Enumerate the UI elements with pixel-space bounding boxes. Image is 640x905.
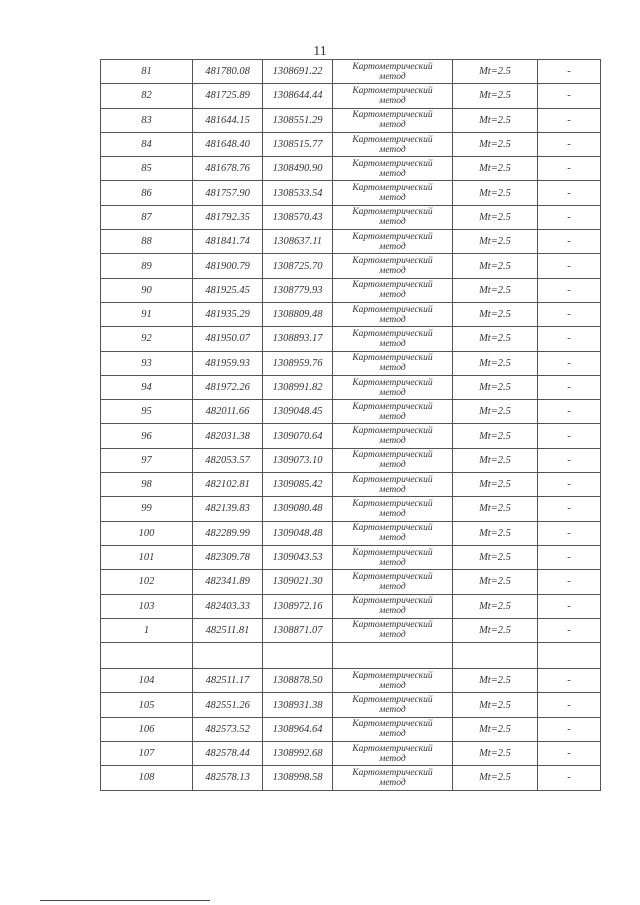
note-cell: - <box>538 375 601 399</box>
method-word: метод <box>379 217 406 228</box>
method-name: Картометрический <box>352 231 433 242</box>
method-cell <box>333 570 453 594</box>
accuracy-cell: Mt=2.5 <box>453 327 538 351</box>
method-word: метод <box>379 363 406 374</box>
note-cell: - <box>538 132 601 156</box>
note-cell: - <box>538 302 601 326</box>
method-name: Картометрический <box>352 304 433 315</box>
y-coordinate-cell: 1308809.48 <box>263 302 333 326</box>
accuracy-cell: Mt=2.5 <box>453 618 538 642</box>
x-coordinate-cell: 482511.17 <box>193 669 263 693</box>
method-cell <box>333 497 453 521</box>
note-cell: - <box>538 497 601 521</box>
y-coordinate-cell: 1309043.53 <box>263 545 333 569</box>
method-cell <box>333 230 453 254</box>
y-coordinate-cell: 1308533.54 <box>263 181 333 205</box>
table-row <box>101 302 601 326</box>
point-number-cell: 83 <box>101 108 193 132</box>
method-word: метод <box>379 95 406 106</box>
x-coordinate-cell: 481725.89 <box>193 84 263 108</box>
table-row <box>101 230 601 254</box>
note-cell: - <box>538 278 601 302</box>
note-cell <box>538 643 601 669</box>
accuracy-cell: Mt=2.5 <box>453 302 538 326</box>
method-cell <box>333 302 453 326</box>
point-number-cell: 94 <box>101 375 193 399</box>
method-cell <box>333 448 453 472</box>
method-word: метод <box>379 193 406 204</box>
point-number-cell: 102 <box>101 570 193 594</box>
method-cell <box>333 60 453 84</box>
table-row <box>101 717 601 741</box>
x-coordinate-cell: 482309.78 <box>193 545 263 569</box>
table-row <box>101 157 601 181</box>
y-coordinate-cell: 1309021.30 <box>263 570 333 594</box>
accuracy-cell: Mt=2.5 <box>453 594 538 618</box>
accuracy-cell: Mt=2.5 <box>453 351 538 375</box>
note-cell: - <box>538 570 601 594</box>
note-cell: - <box>538 618 601 642</box>
y-coordinate-cell: 1308779.93 <box>263 278 333 302</box>
accuracy-cell: Mt=2.5 <box>453 717 538 741</box>
method-name: Картометрический <box>352 450 433 461</box>
method-name: Картометрический <box>352 523 433 534</box>
note-cell: - <box>538 473 601 497</box>
x-coordinate-cell: 482053.57 <box>193 448 263 472</box>
table-row <box>101 132 601 156</box>
point-number-cell: 98 <box>101 473 193 497</box>
table-row <box>101 618 601 642</box>
point-number-cell: 101 <box>101 545 193 569</box>
x-coordinate-cell: 482031.38 <box>193 424 263 448</box>
point-number-cell: 87 <box>101 205 193 229</box>
point-number-cell: 93 <box>101 351 193 375</box>
table-row <box>101 497 601 521</box>
y-coordinate-cell: 1308931.38 <box>263 693 333 717</box>
method-cell <box>333 278 453 302</box>
method-cell <box>333 521 453 545</box>
point-number-cell: 100 <box>101 521 193 545</box>
method-cell <box>333 693 453 717</box>
method-word: метод <box>379 777 406 788</box>
y-coordinate-cell: 1309048.48 <box>263 521 333 545</box>
point-number-cell: 103 <box>101 594 193 618</box>
accuracy-cell: Mt=2.5 <box>453 693 538 717</box>
method-name: Картометрический <box>352 207 433 218</box>
method-name: Картометрический <box>352 474 433 485</box>
accuracy-cell: Mt=2.5 <box>453 400 538 424</box>
table-row <box>101 424 601 448</box>
note-cell: - <box>538 669 601 693</box>
note-cell: - <box>538 230 601 254</box>
method-word: метод <box>379 120 406 131</box>
note-cell: - <box>538 448 601 472</box>
accuracy-cell: Mt=2.5 <box>453 766 538 790</box>
y-coordinate-cell: 1308992.68 <box>263 742 333 766</box>
note-cell: - <box>538 60 601 84</box>
point-number-cell: 105 <box>101 693 193 717</box>
accuracy-cell: Mt=2.5 <box>453 497 538 521</box>
method-cell <box>333 717 453 741</box>
point-number-cell: 97 <box>101 448 193 472</box>
accuracy-cell: Mt=2.5 <box>453 205 538 229</box>
method-cell <box>333 669 453 693</box>
accuracy-cell: Mt=2.5 <box>453 181 538 205</box>
point-number-cell <box>101 643 193 669</box>
point-number-cell: 82 <box>101 84 193 108</box>
accuracy-cell: Mt=2.5 <box>453 108 538 132</box>
note-cell: - <box>538 693 601 717</box>
note-cell: - <box>538 424 601 448</box>
point-number-cell: 99 <box>101 497 193 521</box>
x-coordinate-cell: 481900.79 <box>193 254 263 278</box>
y-coordinate-cell: 1308871.07 <box>263 618 333 642</box>
x-coordinate-cell: 481678.76 <box>193 157 263 181</box>
y-coordinate-cell: 1309070.64 <box>263 424 333 448</box>
x-coordinate-cell: 482139.83 <box>193 497 263 521</box>
method-name: Картометрический <box>352 426 433 437</box>
table-row <box>101 84 601 108</box>
y-coordinate-cell: 1308959.76 <box>263 351 333 375</box>
table-row <box>101 521 601 545</box>
y-coordinate-cell: 1308637.11 <box>263 230 333 254</box>
point-number-cell: 86 <box>101 181 193 205</box>
accuracy-cell: Mt=2.5 <box>453 669 538 693</box>
accuracy-cell: Mt=2.5 <box>453 742 538 766</box>
method-name: Картометрический <box>352 328 433 339</box>
table-row <box>101 693 601 717</box>
x-coordinate-cell: 482289.99 <box>193 521 263 545</box>
method-word: метод <box>379 533 406 544</box>
note-cell: - <box>538 351 601 375</box>
method-name: Картометрический <box>352 134 433 145</box>
accuracy-cell: Mt=2.5 <box>453 157 538 181</box>
point-number-cell: 81 <box>101 60 193 84</box>
method-cell <box>333 594 453 618</box>
table-row <box>101 766 601 790</box>
point-number-cell: 85 <box>101 157 193 181</box>
method-name: Картометрический <box>352 110 433 121</box>
method-cell <box>333 132 453 156</box>
method-name: Картометрический <box>352 183 433 194</box>
accuracy-cell: Mt=2.5 <box>453 424 538 448</box>
method-word: метод <box>379 241 406 252</box>
y-coordinate-cell: 1308964.64 <box>263 717 333 741</box>
method-cell <box>333 424 453 448</box>
table-body <box>101 60 601 791</box>
note-cell: - <box>538 84 601 108</box>
method-name: Картометрический <box>352 158 433 169</box>
accuracy-cell: Mt=2.5 <box>453 278 538 302</box>
method-word: метод <box>379 460 406 471</box>
method-word: метод <box>379 606 406 617</box>
note-cell: - <box>538 181 601 205</box>
method-word: метод <box>379 387 406 398</box>
method-cell <box>333 766 453 790</box>
method-cell <box>333 375 453 399</box>
y-coordinate-cell: 1308490.90 <box>263 157 333 181</box>
method-cell <box>333 108 453 132</box>
x-coordinate-cell: 482578.44 <box>193 742 263 766</box>
method-name: Картометрический <box>352 256 433 267</box>
method-word: метод <box>379 753 406 764</box>
accuracy-cell: Mt=2.5 <box>453 473 538 497</box>
x-coordinate-cell <box>193 643 263 669</box>
x-coordinate-cell: 482011.66 <box>193 400 263 424</box>
point-number-cell: 96 <box>101 424 193 448</box>
method-name: Картометрический <box>352 61 433 72</box>
table-row <box>101 742 601 766</box>
point-number-cell: 92 <box>101 327 193 351</box>
y-coordinate-cell: 1309073.10 <box>263 448 333 472</box>
y-coordinate-cell: 1308998.58 <box>263 766 333 790</box>
method-word: метод <box>379 290 406 301</box>
y-coordinate-cell: 1308691.22 <box>263 60 333 84</box>
x-coordinate-cell: 482511.81 <box>193 618 263 642</box>
method-name: Картометрический <box>352 85 433 96</box>
table-row-empty <box>101 643 601 669</box>
method-word: метод <box>379 411 406 422</box>
method-name: Картометрический <box>352 377 433 388</box>
method-name: Картометрический <box>352 743 433 754</box>
method-name: Картометрический <box>352 670 433 681</box>
method-cell <box>333 254 453 278</box>
method-word: метод <box>379 144 406 155</box>
method-name: Картометрический <box>352 767 433 778</box>
method-cell <box>333 400 453 424</box>
method-name: Картометрический <box>352 547 433 558</box>
table-row <box>101 594 601 618</box>
note-cell: - <box>538 327 601 351</box>
y-coordinate-cell: 1308644.44 <box>263 84 333 108</box>
method-word: метод <box>379 484 406 495</box>
table-row <box>101 351 601 375</box>
footnote-divider <box>40 900 210 901</box>
x-coordinate-cell: 481644.15 <box>193 108 263 132</box>
note-cell: - <box>538 594 601 618</box>
note-cell: - <box>538 545 601 569</box>
y-coordinate-cell: 1309048.45 <box>263 400 333 424</box>
table-row <box>101 375 601 399</box>
y-coordinate-cell: 1308878.50 <box>263 669 333 693</box>
x-coordinate-cell: 481935.29 <box>193 302 263 326</box>
method-name: Картометрический <box>352 695 433 706</box>
point-number-cell: 108 <box>101 766 193 790</box>
table-row <box>101 545 601 569</box>
note-cell: - <box>538 717 601 741</box>
x-coordinate-cell: 482403.33 <box>193 594 263 618</box>
x-coordinate-cell: 481972.26 <box>193 375 263 399</box>
y-coordinate-cell: 1308570.43 <box>263 205 333 229</box>
method-name: Картометрический <box>352 620 433 631</box>
accuracy-cell: Mt=2.5 <box>453 84 538 108</box>
table-row <box>101 254 601 278</box>
accuracy-cell: Mt=2.5 <box>453 254 538 278</box>
table-row <box>101 181 601 205</box>
method-name: Картометрический <box>352 280 433 291</box>
x-coordinate-cell: 481841.74 <box>193 230 263 254</box>
method-word: метод <box>379 729 406 740</box>
method-word: метод <box>379 436 406 447</box>
table-row <box>101 108 601 132</box>
point-number-cell: 84 <box>101 132 193 156</box>
x-coordinate-cell: 482102.81 <box>193 473 263 497</box>
x-coordinate-cell: 481950.07 <box>193 327 263 351</box>
table-row <box>101 473 601 497</box>
method-cell <box>333 742 453 766</box>
method-name: Картометрический <box>352 719 433 730</box>
method-name: Картометрический <box>352 498 433 509</box>
note-cell: - <box>538 157 601 181</box>
method-cell <box>333 643 453 669</box>
point-number-cell: 88 <box>101 230 193 254</box>
x-coordinate-cell: 482573.52 <box>193 717 263 741</box>
table-row <box>101 570 601 594</box>
method-word: метод <box>379 557 406 568</box>
y-coordinate-cell: 1308991.82 <box>263 375 333 399</box>
x-coordinate-cell: 481792.35 <box>193 205 263 229</box>
accuracy-cell: Mt=2.5 <box>453 230 538 254</box>
note-cell: - <box>538 400 601 424</box>
x-coordinate-cell: 481959.93 <box>193 351 263 375</box>
y-coordinate-cell <box>263 643 333 669</box>
method-word: метод <box>379 338 406 349</box>
table-row <box>101 278 601 302</box>
point-number-cell: 95 <box>101 400 193 424</box>
y-coordinate-cell: 1308515.77 <box>263 132 333 156</box>
y-coordinate-cell: 1309080.48 <box>263 497 333 521</box>
x-coordinate-cell: 481648.40 <box>193 132 263 156</box>
method-name: Картометрический <box>352 571 433 582</box>
accuracy-cell: Mt=2.5 <box>453 132 538 156</box>
y-coordinate-cell: 1308972.16 <box>263 594 333 618</box>
x-coordinate-cell: 481925.45 <box>193 278 263 302</box>
method-word: метод <box>379 266 406 277</box>
x-coordinate-cell: 482341.89 <box>193 570 263 594</box>
accuracy-cell: Mt=2.5 <box>453 60 538 84</box>
table-row <box>101 448 601 472</box>
table-row <box>101 400 601 424</box>
method-cell <box>333 84 453 108</box>
method-cell <box>333 157 453 181</box>
method-cell <box>333 181 453 205</box>
point-number-cell: 89 <box>101 254 193 278</box>
method-word: метод <box>379 630 406 641</box>
method-cell <box>333 618 453 642</box>
accuracy-cell: Mt=2.5 <box>453 521 538 545</box>
point-number-cell: 107 <box>101 742 193 766</box>
point-number-cell: 91 <box>101 302 193 326</box>
note-cell: - <box>538 742 601 766</box>
method-cell <box>333 351 453 375</box>
accuracy-cell: Mt=2.5 <box>453 545 538 569</box>
method-name: Картометрический <box>352 353 433 364</box>
y-coordinate-cell: 1309085.42 <box>263 473 333 497</box>
note-cell: - <box>538 108 601 132</box>
method-word: метод <box>379 71 406 82</box>
y-coordinate-cell: 1308725.70 <box>263 254 333 278</box>
y-coordinate-cell: 1308551.29 <box>263 108 333 132</box>
method-word: метод <box>379 314 406 325</box>
point-number-cell: 90 <box>101 278 193 302</box>
y-coordinate-cell: 1308893.17 <box>263 327 333 351</box>
table-row <box>101 205 601 229</box>
method-cell <box>333 205 453 229</box>
note-cell: - <box>538 766 601 790</box>
point-number-cell: 1 <box>101 618 193 642</box>
method-word: метод <box>379 680 406 691</box>
accuracy-cell: Mt=2.5 <box>453 570 538 594</box>
table-row <box>101 327 601 351</box>
x-coordinate-cell: 481757.90 <box>193 181 263 205</box>
point-number-cell: 106 <box>101 717 193 741</box>
accuracy-cell: Mt=2.5 <box>453 375 538 399</box>
x-coordinate-cell: 482578.13 <box>193 766 263 790</box>
coordinates-table <box>100 59 601 791</box>
method-word: метод <box>379 581 406 592</box>
note-cell: - <box>538 205 601 229</box>
x-coordinate-cell: 481780.08 <box>193 60 263 84</box>
accuracy-cell: Mt=2.5 <box>453 448 538 472</box>
method-name: Картометрический <box>352 401 433 412</box>
table-row <box>101 669 601 693</box>
method-word: метод <box>379 168 406 179</box>
method-cell <box>333 545 453 569</box>
method-word: метод <box>379 705 406 716</box>
method-word: метод <box>379 508 406 519</box>
note-cell: - <box>538 521 601 545</box>
table-row <box>101 60 601 84</box>
note-cell: - <box>538 254 601 278</box>
method-cell <box>333 327 453 351</box>
x-coordinate-cell: 482551.26 <box>193 693 263 717</box>
method-name: Картометрический <box>352 596 433 607</box>
accuracy-cell <box>453 643 538 669</box>
method-cell <box>333 473 453 497</box>
point-number-cell: 104 <box>101 669 193 693</box>
page-number: 11 <box>313 44 327 59</box>
